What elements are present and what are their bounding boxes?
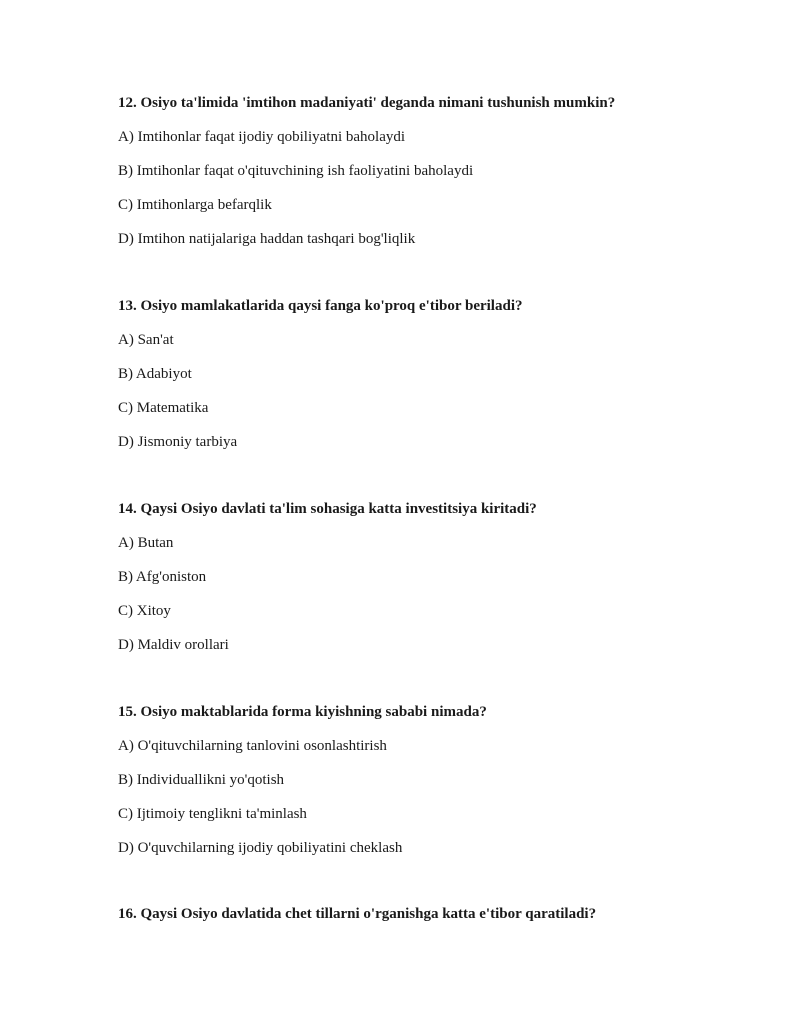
option-d: D) O'quvchilarning ijodiy qobiliyatini cheklash (118, 840, 403, 856)
question-title: 13. Osiyo mamlakatlarida qaysi fanga ko'proq e'tibor beriladi? (118, 298, 523, 314)
option-d: D) Maldiv orollari (118, 637, 229, 653)
question-title: 16. Qaysi Osiyo davlatida chet tillarni o'rganishga katta e'tibor qaratiladi? (118, 906, 597, 922)
option-a: A) Imtihonlar faqat ijodiy qobiliyatni baholaydi (118, 129, 406, 145)
option-b: B) Imtihonlar faqat o'qituvchining ish faoliyatini baholaydi (118, 163, 474, 179)
option-a: A) San'at (118, 332, 174, 348)
question-title: 14. Qaysi Osiyo davlati ta'lim sohasiga katta investitsiya kiritadi? (118, 501, 537, 517)
question-13 (118, 297, 758, 457)
question-title: 12. Osiyo ta'limida 'imtihon madaniyati' deganda nimani tushunish mumkin? (118, 95, 616, 111)
question-15 (118, 703, 758, 863)
option-b: B) Adabiyot (118, 366, 192, 382)
option-d: D) Jismoniy tarbiya (118, 434, 238, 450)
option-a: A) Butan (118, 535, 174, 551)
question-14 (118, 500, 758, 660)
option-b: B) Individuallikni yo'qotish (118, 772, 285, 788)
option-c: C) Xitoy (118, 603, 171, 619)
question-12 (118, 94, 758, 254)
option-c: C) Matematika (118, 400, 209, 416)
question-16 (118, 905, 758, 929)
option-a: A) O'qituvchilarning tanlovini osonlashtirish (118, 738, 387, 754)
option-d: D) Imtihon natijalariga haddan tashqari bog'liqlik (118, 231, 416, 247)
question-title: 15. Osiyo maktablarida forma kiyishning sababi nimada? (118, 704, 487, 720)
option-b: B) Afg'oniston (118, 569, 207, 585)
option-c: C) Imtihonlarga befarqlik (118, 197, 272, 213)
option-c: C) Ijtimoiy tenglikni ta'minlash (118, 806, 307, 822)
